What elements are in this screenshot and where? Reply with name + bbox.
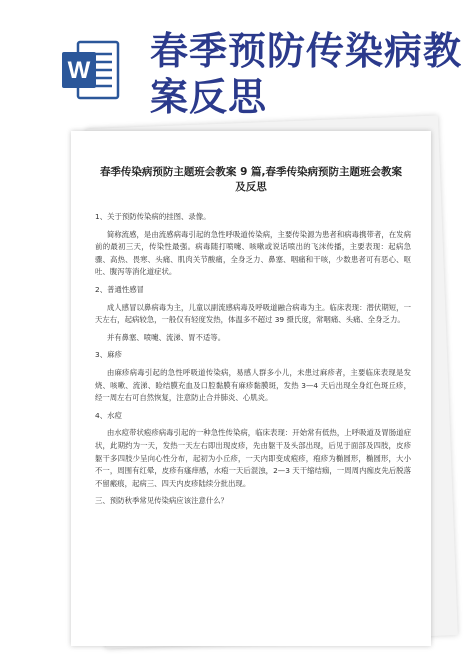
body-paragraph: 成人感冒以鼻病毒为主，儿童以副流感病毒及呼吸道融合病毒为主。临床表现：潜伏期短，一天左右，起病较急，一般仅有轻度发热，体温多不超过 39 摄氏度，常咽痛、头痛、全身乏力。 (95, 302, 411, 325)
section-heading: 2、普通性感冒 (95, 284, 145, 294)
section-heading: 4、水痘 (95, 410, 122, 420)
page-header (0, 0, 474, 120)
body-paragraph: 并有鼻塞、喷嚏、流涕、胃不适等。 (106, 332, 226, 342)
section-heading: 3、麻疹 (95, 350, 122, 360)
svg-text:W: W (67, 57, 91, 84)
section-heading: 三、预防秋季常见传染病应该注意什么？ (95, 496, 229, 506)
word-document-icon (58, 38, 122, 102)
document-body (95, 211, 411, 513)
body-paragraph: 简称流感，是由流感病毒引起的急性呼吸道传染病，主要传染源为患者和病毒携带者，在发病前的最初三天，传染性最强。病毒随打喷嚏、咳嗽或说话喷出的飞沫传播，主要表现：起病急骤、高热、畏寒、头痛、肌肉关节酸痛，全身乏力、鼻塞、咽痛和干咳，少数患者可有恶心、呕吐、腹泻等消化道症状。 (95, 229, 411, 277)
body-paragraph: 由麻疹病毒引起的急性呼吸道传染病，易感人群多小儿，未患过麻疹者，主要临床表现是发烧、咳嗽、流涕、睑结膜充血及口腔黏膜有麻疹黏膜斑，发热 3—4 天后出现全身红色斑丘疹，经一周左右可自然恢复，注意防止合并肺炎、心肌炎。 (95, 367, 411, 403)
section-heading: 1、关于预防传染病的挂图、录像。 (95, 212, 211, 221)
body-paragraph: 由水痘带状疱疹病毒引起的一种急性传染病，临床表现：开始常有低热，上呼吸道及胃肠道症状，此期约为一天，发热一天左右即出现皮疹，先由躯干及头部出现，后见于面部及四肢，皮疹躯干多四肢少呈向心性分布，起初为小丘疹，一天内即变成疱疹，疱疹为椭圆形，椭圆形，大小不一，周围有红晕，皮疹有瘙痒感，水疱一天后混浊，2—3 天干缩结痂，一周周内痂皮先后脱落不留瘢痕，起病三、四天内皮疹陆续分批出现。 (95, 428, 411, 488)
page-title: 春季预防传染病教案反思 (150, 29, 463, 119)
document-title: 春季传染病预防主题班会教案 9 篇,春季传染病预防主题班会教案及反思 (99, 166, 403, 193)
document-page (71, 131, 431, 646)
